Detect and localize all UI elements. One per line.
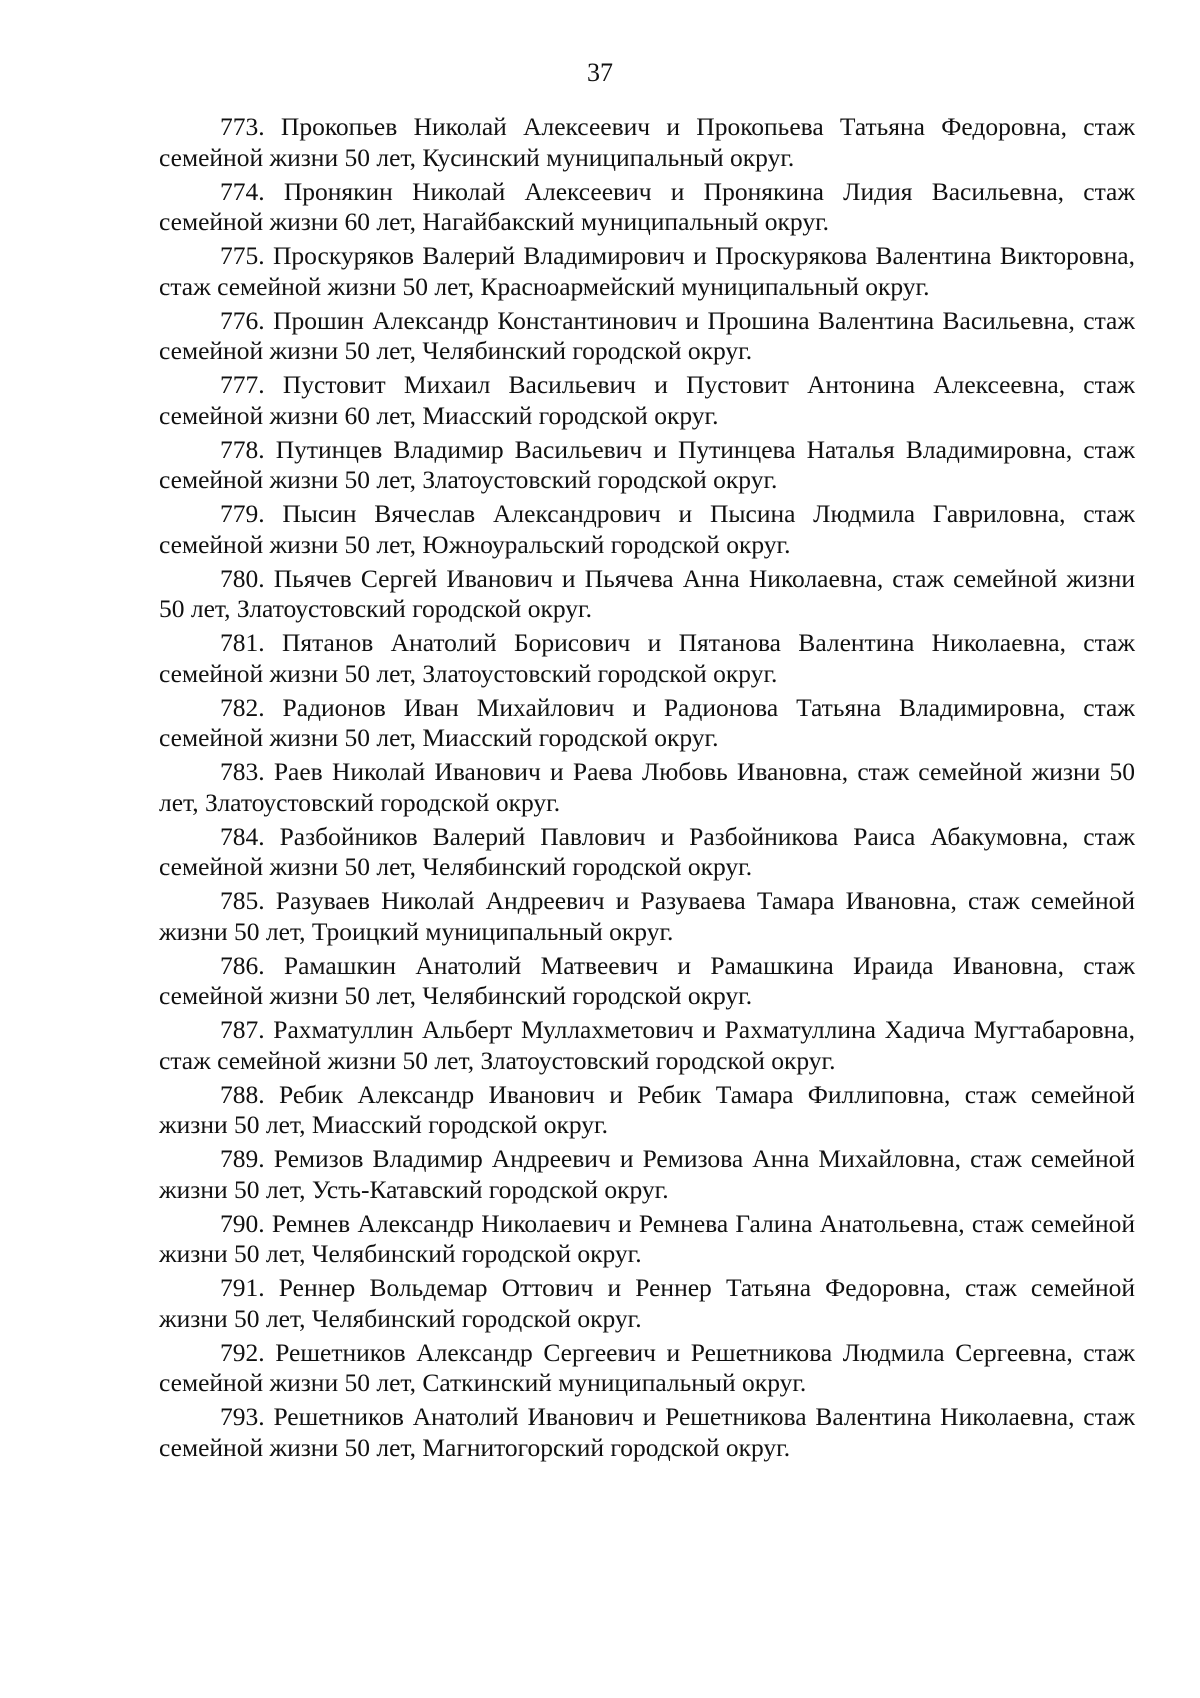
page-number: 37 bbox=[587, 58, 613, 87]
list-item: 779. Пысин Вячеслав Александрович и Пысина Людмила Гавриловна, стаж семейной жизни 50 лет, Южноуральский городской округ. bbox=[159, 499, 1135, 559]
list-item: 791. Реннер Вольдемар Оттович и Реннер Татьяна Федоровна, стаж семейной жизни 50 лет, Челябинский городской округ. bbox=[159, 1273, 1135, 1333]
list-item: 780. Пьячев Сергей Иванович и Пьячева Анна Николаевна, стаж семейной жизни 50 лет, Златоустовский городской округ. bbox=[159, 563, 1135, 623]
list-item: 786. Рамашкин Анатолий Матвеевич и Рамашкина Ираида Ивановна, стаж семейной жизни 50 лет, Челябинский городской округ. bbox=[159, 950, 1135, 1010]
list-item: 773. Прокопьев Николай Алексеевич и Прокопьева Татьяна Федоровна, стаж семейной жизни 50 лет, Кусинский муниципальный округ. bbox=[159, 112, 1135, 172]
list-item: 781. Пятанов Анатолий Борисович и Пятанова Валентина Николаевна, стаж семейной жизни 50 лет, Златоустовский городской округ. bbox=[159, 628, 1135, 688]
list-item: 776. Прошин Александр Константинович и Прошина Валентина Васильевна, стаж семейной жизни 50 лет, Челябинский городской округ. bbox=[159, 305, 1135, 365]
list-item: 787. Рахматуллин Альберт Муллахметович и Рахматуллина Хадича Мугтабаровна, стаж семейной жизни 50 лет, Златоустовский городской округ. bbox=[159, 1015, 1135, 1075]
list-item: 793. Решетников Анатолий Иванович и Решетникова Валентина Николаевна, стаж семейной жизни 50 лет, Магнитогорский городской округ. bbox=[159, 1402, 1135, 1462]
list-item: 777. Пустовит Михаил Васильевич и Пустовит Антонина Алексеевна, стаж семейной жизни 60 лет, Миасский городской округ. bbox=[159, 370, 1135, 430]
list-item: 783. Раев Николай Иванович и Раева Любовь Ивановна, стаж семейной жизни 50 лет, Златоустовский городской округ. bbox=[159, 757, 1135, 817]
list-item: 775. Проскуряков Валерий Владимирович и Проскурякова Валентина Викторовна, стаж семейной жизни 50 лет, Красноармейский муниципальный округ. bbox=[159, 241, 1135, 301]
list-item: 778. Путинцев Владимир Васильевич и Путинцева Наталья Владимировна, стаж семейной жизни 50 лет, Златоустовский городской округ. bbox=[159, 434, 1135, 494]
list-item: 785. Разуваев Николай Андреевич и Разуваева Тамара Ивановна, стаж семейной жизни 50 лет, Троицкий муниципальный округ. bbox=[159, 886, 1135, 946]
list-item: 792. Решетников Александр Сергеевич и Решетникова Людмила Сергеевна, стаж семейной жизни 50 лет, Саткинский муниципальный округ. bbox=[159, 1337, 1135, 1397]
list-item: 774. Пронякин Николай Алексеевич и Пронякина Лидия Васильевна, стаж семейной жизни 60 лет, Нагайбакский муниципальный округ. bbox=[159, 176, 1135, 236]
list-item: 788. Ребик Александр Иванович и Ребик Тамара Филлиповна, стаж семейной жизни 50 лет, Миасский городской округ. bbox=[159, 1079, 1135, 1139]
list-item: 784. Разбойников Валерий Павлович и Разбойникова Раиса Абакумовна, стаж семейной жизни 50 лет, Челябинский городской округ. bbox=[159, 821, 1135, 881]
entry-list bbox=[159, 112, 1135, 1467]
list-item: 789. Ремизов Владимир Андреевич и Ремизова Анна Михайловна, стаж семейной жизни 50 лет, Усть-Катавский городской округ. bbox=[159, 1144, 1135, 1204]
list-item: 782. Радионов Иван Михайлович и Радионова Татьяна Владимировна, стаж семейной жизни 50 лет, Миасский городской округ. bbox=[159, 692, 1135, 752]
list-item: 790. Ремнев Александр Николаевич и Ремнева Галина Анатольевна, стаж семейной жизни 50 лет, Челябинский городской округ. bbox=[159, 1208, 1135, 1268]
